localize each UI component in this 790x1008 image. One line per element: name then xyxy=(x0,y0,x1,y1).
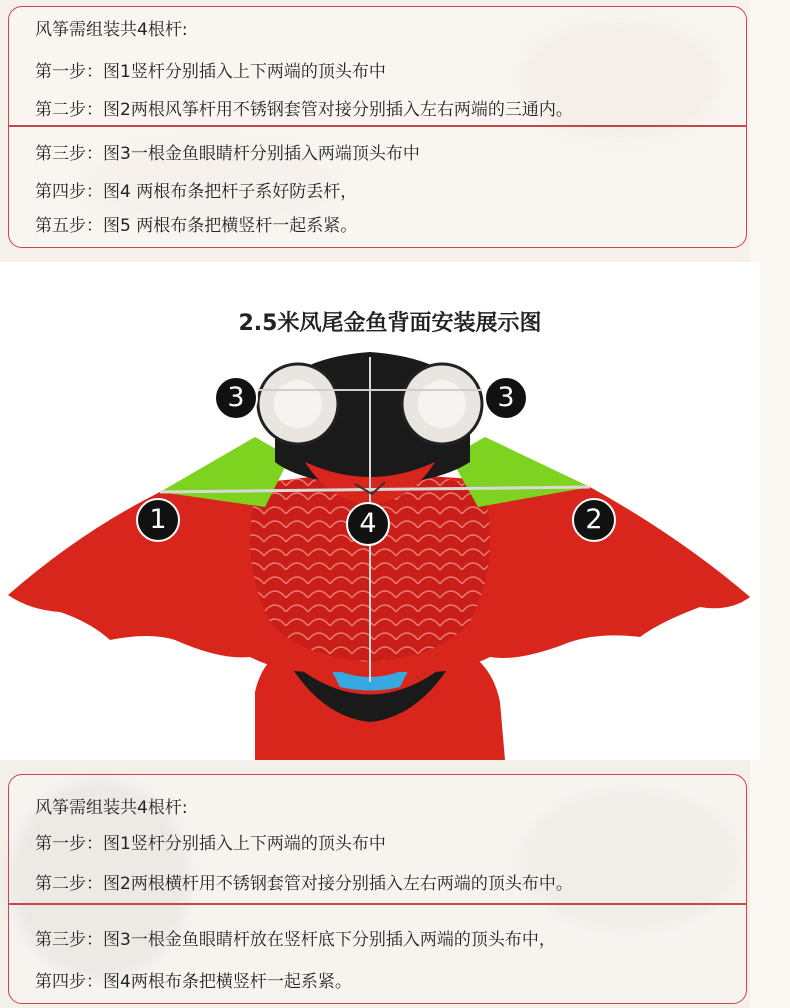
bottom-step-1: 第一步：图1竖杆分别插入上下两端的顶头布中 xyxy=(35,834,386,854)
bottom-step-2: 第二步：图2两根横杆用不锈钢套管对接分别插入左右两端的顶头布中。 xyxy=(35,874,573,894)
top-instructions-box xyxy=(8,6,747,248)
top-step-3: 第三步：图3一根金鱼眼睛杆分别插入两端顶头布中 xyxy=(35,144,420,164)
label-1: 1 xyxy=(136,498,180,542)
label-3-right: 3 xyxy=(484,376,528,420)
top-step-5: 第五步：图5 两根布条把横竖杆一起系紧。 xyxy=(35,216,358,236)
top-step-1: 第一步：图1竖杆分别插入上下两端的顶头布中 xyxy=(35,62,386,82)
bottom-divider xyxy=(9,903,746,905)
label-2: 2 xyxy=(572,498,616,542)
top-step-2: 第二步：图2两根风筝杆用不锈钢套管对接分别插入左右两端的三通内。 xyxy=(35,100,573,120)
label-4: 4 xyxy=(346,502,390,546)
bottom-step-3: 第三步：图3一根金鱼眼睛杆放在竖杆底下分别插入两端的顶头布中， xyxy=(35,930,556,950)
bottom-step-4: 第四步：图4两根布条把横竖杆一起系紧。 xyxy=(35,972,352,992)
top-step-4: 第四步：图4 两根布条把杆子系好防丢杆， xyxy=(35,182,358,202)
top-divider xyxy=(9,125,746,127)
bottom-instructions-box xyxy=(8,774,747,1004)
bottom-header: 风筝需组装共4根杆: xyxy=(35,798,188,818)
label-3-left: 3 xyxy=(214,376,258,420)
diagram-title: 2.5米凤尾金鱼背面安装展示图 xyxy=(238,311,542,336)
top-header: 风筝需组装共4根杆: xyxy=(35,20,188,40)
